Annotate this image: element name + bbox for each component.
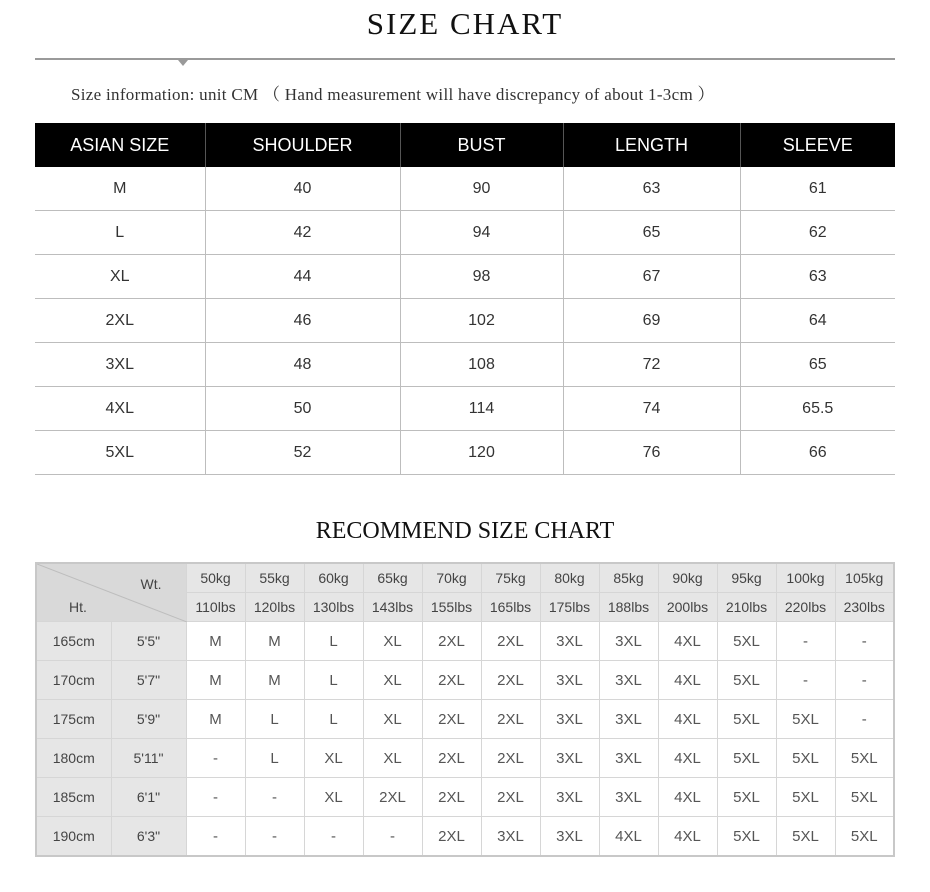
weight-lbs-header: 220lbs	[776, 593, 835, 622]
recommended-size-cell: 3XL	[481, 817, 540, 857]
recommended-size-cell: M	[186, 661, 245, 700]
recommended-size-cell: -	[186, 739, 245, 778]
measurement-cell: 63	[740, 255, 895, 299]
recommended-size-cell: 2XL	[481, 700, 540, 739]
recommended-size-cell: 2XL	[422, 739, 481, 778]
height-cm-cell: 165cm	[36, 622, 111, 661]
recommended-size-cell: 5XL	[776, 817, 835, 857]
recommended-size-cell: 3XL	[599, 739, 658, 778]
measurement-cell: 62	[740, 211, 895, 255]
recommended-size-cell: 2XL	[481, 661, 540, 700]
recommended-size-cell: 4XL	[658, 817, 717, 857]
measurement-cell: 114	[400, 387, 563, 431]
weight-lbs-header: 165lbs	[481, 593, 540, 622]
measurement-cell: 94	[400, 211, 563, 255]
height-ft-cell: 5'7"	[111, 661, 186, 700]
recommended-size-cell: 4XL	[658, 661, 717, 700]
recommended-size-cell: 5XL	[835, 817, 894, 857]
weight-lbs-header: 155lbs	[422, 593, 481, 622]
table-row	[35, 431, 895, 475]
recommended-size-cell: -	[186, 778, 245, 817]
column-header: LENGTH	[563, 123, 740, 167]
table-row	[35, 387, 895, 431]
height-ft-cell: 5'9"	[111, 700, 186, 739]
recommended-size-cell: 2XL	[422, 817, 481, 857]
recommended-size-cell: XL	[304, 739, 363, 778]
measurement-cell: 108	[400, 343, 563, 387]
size-label-cell: XL	[35, 255, 205, 299]
weight-lbs-header: 200lbs	[658, 593, 717, 622]
weight-kg-header: 105kg	[835, 563, 894, 593]
recommended-size-cell: XL	[363, 622, 422, 661]
recommended-size-cell: -	[776, 622, 835, 661]
size-info-note: Size information: unit CM （ Hand measurement will have discrepancy of about 1-3cm ）	[71, 85, 715, 104]
column-header: SLEEVE	[740, 123, 895, 167]
weight-kg-header: 60kg	[304, 563, 363, 593]
measurement-cell: 66	[740, 431, 895, 475]
weight-lbs-header: 110lbs	[186, 593, 245, 622]
recommended-size-cell: XL	[363, 739, 422, 778]
recommend-size-table	[35, 562, 895, 857]
weight-lbs-header: 143lbs	[363, 593, 422, 622]
height-ft-cell: 6'1"	[111, 778, 186, 817]
table-row	[35, 255, 895, 299]
measurement-cell: 40	[205, 167, 400, 211]
recommended-size-cell: 5XL	[835, 739, 894, 778]
recommended-size-cell: 2XL	[481, 778, 540, 817]
recommended-size-cell: 3XL	[540, 739, 599, 778]
recommended-size-cell: 5XL	[776, 739, 835, 778]
weight-kg-header: 90kg	[658, 563, 717, 593]
recommended-size-cell: XL	[304, 778, 363, 817]
height-cm-cell: 190cm	[36, 817, 111, 857]
measurement-cell: 42	[205, 211, 400, 255]
table-row	[35, 299, 895, 343]
weight-kg-header: 85kg	[599, 563, 658, 593]
size-label-cell: 5XL	[35, 431, 205, 475]
weight-lbs-header: 188lbs	[599, 593, 658, 622]
recommended-size-cell: 4XL	[658, 622, 717, 661]
weight-kg-header: 55kg	[245, 563, 304, 593]
recommended-size-cell: 3XL	[599, 700, 658, 739]
weight-kg-header: 50kg	[186, 563, 245, 593]
recommended-size-cell: 2XL	[422, 622, 481, 661]
measurement-cell: 76	[563, 431, 740, 475]
page-title: SIZE CHART	[366, 6, 564, 41]
weight-kg-header: 70kg	[422, 563, 481, 593]
table-row	[36, 700, 894, 739]
recommended-size-cell: XL	[363, 700, 422, 739]
size-label-cell: M	[35, 167, 205, 211]
measurement-cell: 61	[740, 167, 895, 211]
column-header: BUST	[400, 123, 563, 167]
measurement-cell: 65.5	[740, 387, 895, 431]
size-label-cell: 4XL	[35, 387, 205, 431]
height-cm-cell: 170cm	[36, 661, 111, 700]
recommended-size-cell: 4XL	[658, 739, 717, 778]
measurement-cell: 120	[400, 431, 563, 475]
weight-lbs-header: 175lbs	[540, 593, 599, 622]
recommended-size-cell: L	[304, 622, 363, 661]
table-row	[36, 778, 894, 817]
recommended-size-cell: 4XL	[658, 778, 717, 817]
recommended-size-cell: M	[245, 622, 304, 661]
column-header: SHOULDER	[205, 123, 400, 167]
recommended-size-cell: 3XL	[540, 817, 599, 857]
recommended-size-cell: 5XL	[717, 739, 776, 778]
size-table-header	[35, 123, 895, 167]
table-row	[36, 739, 894, 778]
recommended-size-cell: M	[186, 700, 245, 739]
recommended-size-cell: 5XL	[717, 817, 776, 857]
measurement-cell: 50	[205, 387, 400, 431]
recommended-size-cell: XL	[363, 661, 422, 700]
recommended-size-cell: -	[835, 661, 894, 700]
measurement-cell: 67	[563, 255, 740, 299]
recommended-size-cell: 4XL	[658, 700, 717, 739]
weight-kg-header: 100kg	[776, 563, 835, 593]
recommended-size-cell: 3XL	[599, 661, 658, 700]
title-divider	[35, 58, 895, 60]
recommended-size-cell: 2XL	[422, 700, 481, 739]
recommended-size-cell: 5XL	[776, 778, 835, 817]
recommended-size-cell: 4XL	[599, 817, 658, 857]
weight-lbs-header: 230lbs	[835, 593, 894, 622]
recommended-size-cell: -	[245, 817, 304, 857]
measurement-cell: 63	[563, 167, 740, 211]
measurement-cell: 48	[205, 343, 400, 387]
recommended-size-cell: -	[304, 817, 363, 857]
recommended-size-cell: -	[835, 700, 894, 739]
measurement-cell: 74	[563, 387, 740, 431]
recommended-size-cell: 5XL	[835, 778, 894, 817]
measurement-cell: 98	[400, 255, 563, 299]
corner-diagonal	[37, 564, 187, 622]
recommended-size-cell: -	[245, 778, 304, 817]
recommended-size-cell: 5XL	[717, 700, 776, 739]
weight-kg-header: 95kg	[717, 563, 776, 593]
weight-lbs-header: 120lbs	[245, 593, 304, 622]
recommended-size-cell: L	[304, 661, 363, 700]
table-row	[36, 661, 894, 700]
measurement-cell: 65	[563, 211, 740, 255]
recommended-size-cell: 3XL	[599, 622, 658, 661]
height-cm-cell: 185cm	[36, 778, 111, 817]
recommended-size-cell: 2XL	[481, 739, 540, 778]
measurement-cell: 65	[740, 343, 895, 387]
table-row	[35, 343, 895, 387]
size-label-cell: 3XL	[35, 343, 205, 387]
recommended-size-cell: 5XL	[717, 661, 776, 700]
weight-lbs-header: 130lbs	[304, 593, 363, 622]
table-row	[36, 817, 894, 857]
measurement-cell: 72	[563, 343, 740, 387]
measurement-cell: 44	[205, 255, 400, 299]
recommended-size-cell: 5XL	[776, 700, 835, 739]
recommended-size-cell: 5XL	[717, 622, 776, 661]
weight-axis-label: Wt.	[140, 576, 162, 592]
recommended-size-cell: -	[363, 817, 422, 857]
height-axis-label: Ht.	[69, 599, 87, 615]
recommended-size-cell: L	[304, 700, 363, 739]
weight-lbs-header: 210lbs	[717, 593, 776, 622]
measurement-cell: 69	[563, 299, 740, 343]
recommended-size-cell: 3XL	[540, 700, 599, 739]
measurement-cell: 64	[740, 299, 895, 343]
recommended-size-cell: 2XL	[422, 661, 481, 700]
recommended-size-cell: 3XL	[540, 622, 599, 661]
weight-kg-header: 80kg	[540, 563, 599, 593]
height-cm-cell: 175cm	[36, 700, 111, 739]
size-label-cell: L	[35, 211, 205, 255]
recommended-size-cell: 3XL	[599, 778, 658, 817]
recommended-size-cell: -	[186, 817, 245, 857]
table-row	[36, 622, 894, 661]
measurement-cell: 52	[205, 431, 400, 475]
recommended-size-cell: 5XL	[717, 778, 776, 817]
recommend-title: RECOMMEND SIZE CHART	[315, 518, 615, 544]
recommended-size-cell: 3XL	[540, 661, 599, 700]
recommended-size-cell: 3XL	[540, 778, 599, 817]
size-label-cell: 2XL	[35, 299, 205, 343]
measurement-cell: 46	[205, 299, 400, 343]
recommended-size-cell: 2XL	[481, 622, 540, 661]
column-header: ASIAN SIZE	[35, 123, 205, 167]
recommended-size-cell: -	[835, 622, 894, 661]
recommended-size-cell: L	[245, 700, 304, 739]
table-row	[35, 167, 895, 211]
size-table	[35, 123, 895, 475]
recommended-size-cell: L	[245, 739, 304, 778]
height-cm-cell: 180cm	[36, 739, 111, 778]
recommended-size-cell: -	[776, 661, 835, 700]
height-ft-cell: 5'5"	[111, 622, 186, 661]
recommended-size-cell: M	[245, 661, 304, 700]
recommended-size-cell: M	[186, 622, 245, 661]
recommended-size-cell: 2XL	[422, 778, 481, 817]
height-ft-cell: 5'11"	[111, 739, 186, 778]
measurement-cell: 90	[400, 167, 563, 211]
table-row	[35, 211, 895, 255]
weight-kg-header: 65kg	[363, 563, 422, 593]
recommended-size-cell: 2XL	[363, 778, 422, 817]
measurement-cell: 102	[400, 299, 563, 343]
weight-kg-header: 75kg	[481, 563, 540, 593]
height-ft-cell: 6'3"	[111, 817, 186, 857]
divider-notch	[178, 60, 188, 66]
table-corner	[36, 563, 186, 622]
